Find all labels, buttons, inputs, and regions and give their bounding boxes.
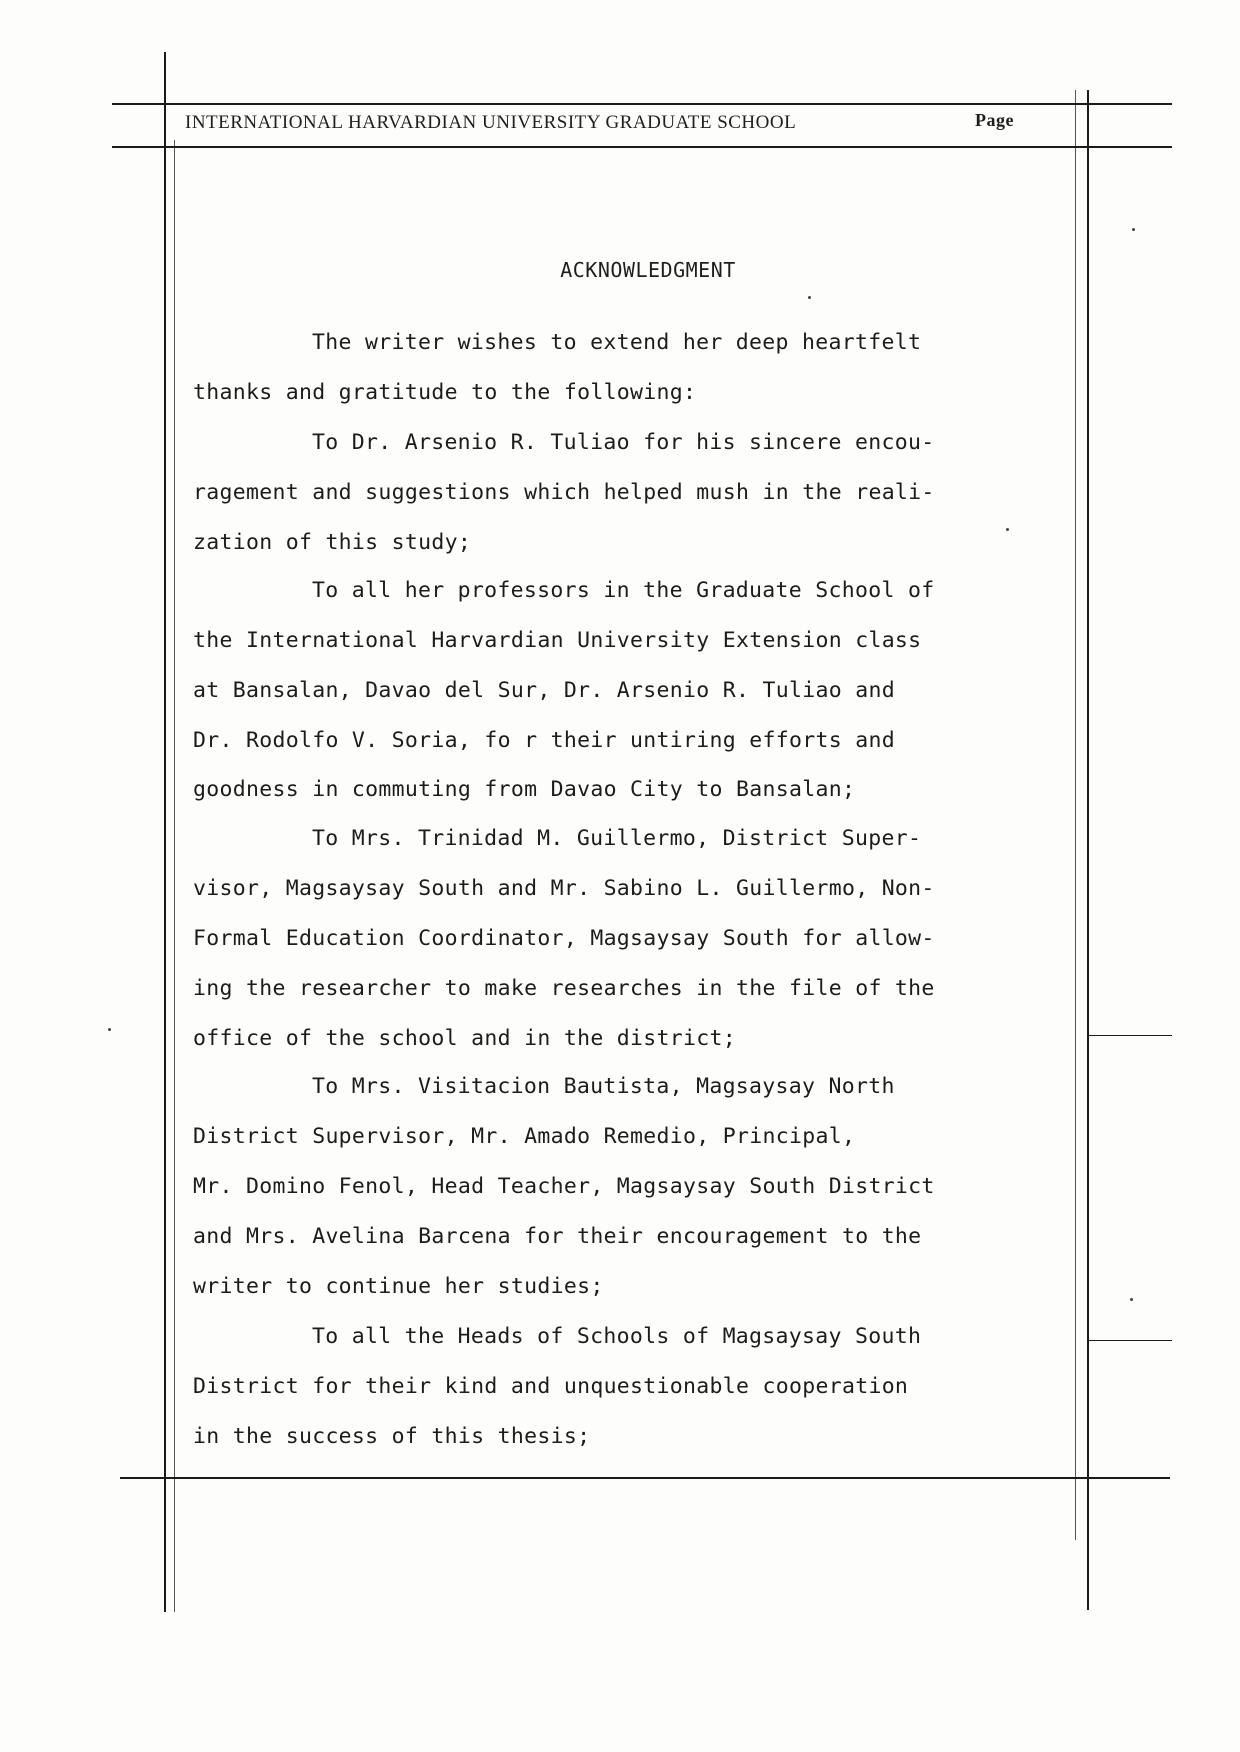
- text-line: in the success of this thesis;: [193, 1424, 591, 1449]
- text-line: goodness in commuting from Davao City to Bansalan;: [193, 777, 856, 802]
- left-margin-rule: [164, 52, 166, 1612]
- text-line: The writer wishes to extend her deep heartfelt: [312, 330, 922, 355]
- text-line: zation of this study;: [193, 530, 472, 555]
- text-line: at Bansalan, Davao del Sur, Dr. Arsenio R. Tuliao and: [193, 678, 895, 703]
- text-line: District Supervisor, Mr. Amado Remedio, Principal,: [193, 1124, 856, 1149]
- right-margin-tick-2: [1087, 1340, 1172, 1341]
- header-top-rule: [112, 103, 1172, 105]
- right-margin-tick: [1087, 1035, 1172, 1036]
- right-margin-rule-inner: [1075, 90, 1076, 1540]
- text-line: ragement and suggestions which helped mush in the reali-: [193, 480, 935, 505]
- letterhead: [185, 112, 1085, 134]
- footer-rule: [120, 1477, 1170, 1479]
- text-line: ing the researcher to make researches in the file of the: [193, 976, 935, 1001]
- text-line: To Mrs. Trinidad M. Guillermo, District Super-: [312, 826, 922, 851]
- page-title: ACKNOWLEDGMENT: [560, 258, 736, 282]
- header-bottom-rule: [112, 146, 1172, 148]
- text-line: To all the Heads of Schools of Magsaysay South: [312, 1324, 922, 1349]
- scan-speck: [1130, 1298, 1133, 1301]
- right-margin-rule: [1087, 90, 1089, 1610]
- scan-speck: [808, 296, 811, 299]
- left-margin-rule-inner: [174, 140, 175, 1612]
- text-line: visor, Magsaysay South and Mr. Sabino L. Guillermo, Non-: [193, 876, 935, 901]
- text-line: Mr. Domino Fenol, Head Teacher, Magsaysay South District: [193, 1174, 935, 1199]
- text-line: thanks and gratitude to the following:: [193, 380, 697, 405]
- text-line: District for their kind and unquestionable cooperation: [193, 1374, 909, 1399]
- text-line: and Mrs. Avelina Barcena for their encouragement to the: [193, 1224, 922, 1249]
- text-line: the International Harvardian University Extension class: [193, 628, 922, 653]
- text-line: Formal Education Coordinator, Magsaysay South for allow-: [193, 926, 935, 951]
- scan-speck: [1006, 528, 1009, 531]
- institution-name: INTERNATIONAL HARVARDIAN UNIVERSITY GRADUATE SCHOOL: [185, 112, 797, 133]
- text-line: writer to continue her studies;: [193, 1274, 604, 1299]
- page-label: Page: [975, 110, 1014, 130]
- text-line: Dr. Rodolfo V. Soria, fo r their untiring efforts and: [193, 728, 895, 753]
- scan-speck: [1132, 228, 1135, 231]
- text-line: office of the school and in the district;: [193, 1026, 737, 1051]
- text-line: To Dr. Arsenio R. Tuliao for his sincere encou-: [312, 430, 935, 455]
- scan-speck: [108, 1028, 111, 1031]
- text-line: To all her professors in the Graduate School of: [312, 578, 935, 603]
- text-line: To Mrs. Visitacion Bautista, Magsaysay North: [312, 1074, 895, 1099]
